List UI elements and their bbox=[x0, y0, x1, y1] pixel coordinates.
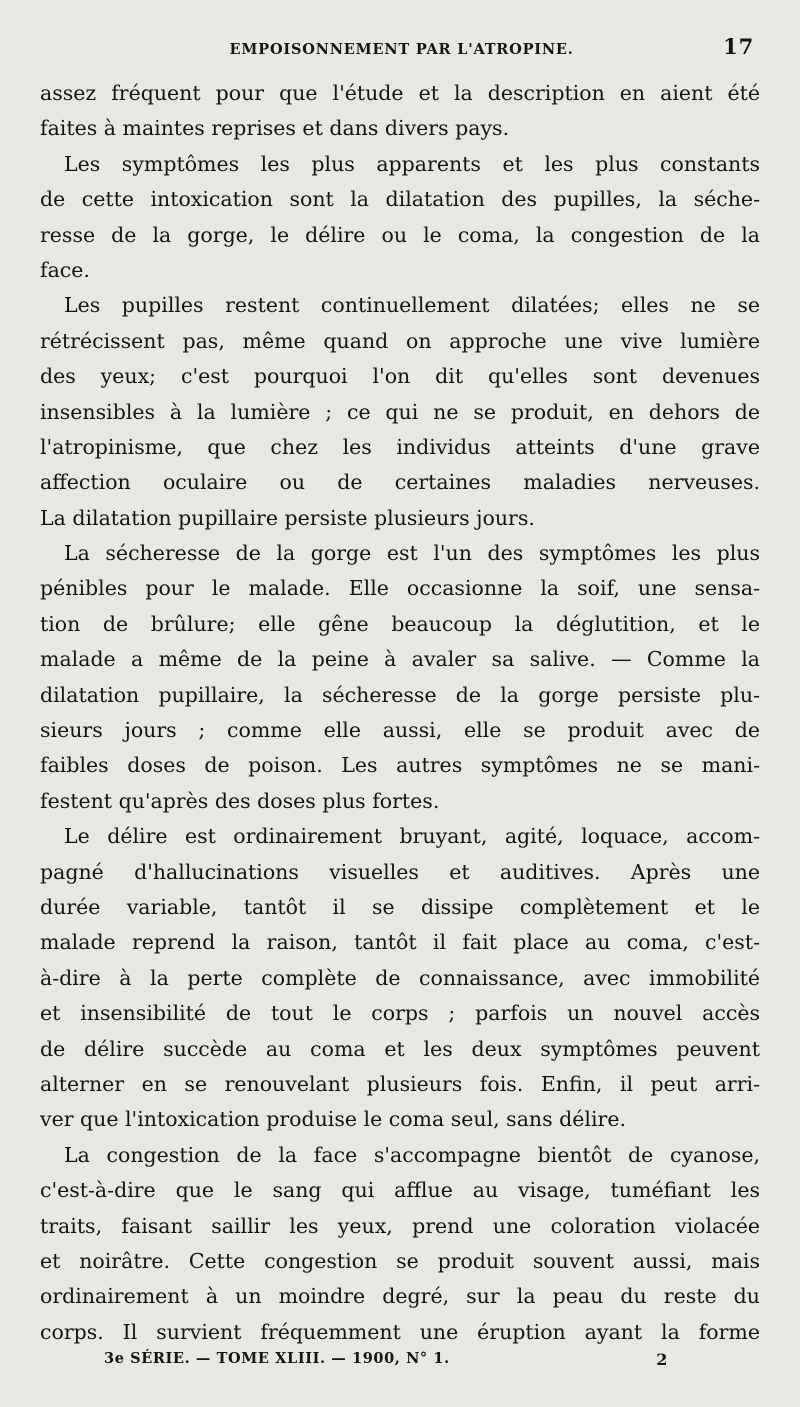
text-line: La congestion de la face s'accompagne bientôt de cyanose, bbox=[64, 1142, 760, 1167]
text-line: sieurs jours ; comme elle aussi, elle se produit avec de bbox=[40, 718, 760, 743]
text-line: des yeux; c'est pourquoi l'on dit qu'elles sont devenues bbox=[40, 364, 760, 389]
text-line: de cette intoxication sont la dilatation des pupilles, la séche- bbox=[40, 187, 760, 212]
text-line: faibles doses de poison. Les autres symptômes ne se mani- bbox=[40, 753, 760, 778]
running-header bbox=[40, 34, 760, 60]
text-line: Les pupilles restent continuellement dilatées; elles ne se bbox=[64, 293, 760, 318]
text-line: Les symptômes les plus apparents et les plus constants bbox=[64, 151, 760, 176]
signature-mark: 3e SÉRIE. — TOME XLIII. — 1900, N° 1. bbox=[104, 1350, 450, 1367]
text-line: malade reprend la raison, tantôt il fait place au coma, c'est- bbox=[40, 930, 760, 955]
text-line: rétrécissent pas, même quand on approche une vive lumière bbox=[40, 328, 760, 353]
sheet-number: 2 bbox=[656, 1350, 668, 1369]
text-line: l'atropinisme, que chez les individus atteints d'une grave bbox=[40, 434, 760, 459]
text-line: assez fréquent pour que l'étude et la description en aient été bbox=[40, 81, 760, 105]
text-line: corps. Il survient fréquemment une éruption ayant la forme bbox=[40, 1319, 760, 1344]
text-line: ver que l'intoxication produise le coma seul, sans délire. bbox=[40, 1107, 626, 1132]
text-line: ordinairement à un moindre degré, sur la peau du reste du bbox=[40, 1284, 760, 1309]
text-line: dilatation pupillaire, la sécheresse de la gorge persiste plu- bbox=[40, 682, 760, 707]
text-line: alterner en se renouvelant plusieurs fois. Enfin, il peut arri- bbox=[40, 1071, 760, 1096]
running-title: EMPOISONNEMENT PAR L'ATROPINE. bbox=[229, 41, 574, 58]
text-line: et noirâtre. Cette congestion se produit souvent aussi, mais bbox=[40, 1248, 760, 1273]
page-footer bbox=[40, 1350, 760, 1369]
body-text bbox=[40, 76, 760, 1350]
text-line: traits, faisant saillir les yeux, prend une coloration violacée bbox=[40, 1213, 760, 1238]
text-line: pagné d'hallucinations visuelles et auditives. Après une bbox=[40, 859, 760, 884]
text-line: malade a même de la peine à avaler sa salive. — Comme la bbox=[40, 647, 760, 672]
page-number: 17 bbox=[723, 34, 754, 59]
text-line: à-dire à la perte complète de connaissance, avec immobilité bbox=[40, 965, 760, 990]
text-line: Le délire est ordinairement bruyant, agité, loquace, accom- bbox=[64, 824, 760, 849]
text-line: resse de la gorge, le délire ou le coma, la congestion de la bbox=[40, 222, 760, 247]
text-line: c'est-à-dire que le sang qui afflue au visage, tuméfiant les bbox=[40, 1178, 760, 1203]
text-line: pénibles pour le malade. Elle occasionne la soif, une sensa- bbox=[40, 576, 760, 601]
text-line: tion de brûlure; elle gêne beaucoup la déglutition, et le bbox=[40, 611, 760, 636]
text-line: affection oculaire ou de certaines maladies nerveuses. bbox=[40, 470, 760, 495]
text-line: durée variable, tantôt il se dissipe complètement et le bbox=[40, 894, 760, 919]
text-line: et insensibilité de tout le corps ; parfois un nouvel accès bbox=[40, 1001, 760, 1026]
text-line: de délire succède au coma et les deux symptômes peuvent bbox=[40, 1036, 760, 1061]
text-line: La sécheresse de la gorge est l'un des symptômes les plus bbox=[64, 541, 760, 566]
text-line: faites à maintes reprises et dans divers pays. bbox=[40, 116, 510, 141]
text-line: festent qu'après des doses plus fortes. bbox=[40, 788, 440, 813]
text-line: La dilatation pupillaire persiste plusieurs jours. bbox=[40, 505, 535, 530]
text-line: face. bbox=[40, 257, 90, 282]
text-line: insensibles à la lumière ; ce qui ne se produit, en dehors de bbox=[40, 399, 760, 424]
